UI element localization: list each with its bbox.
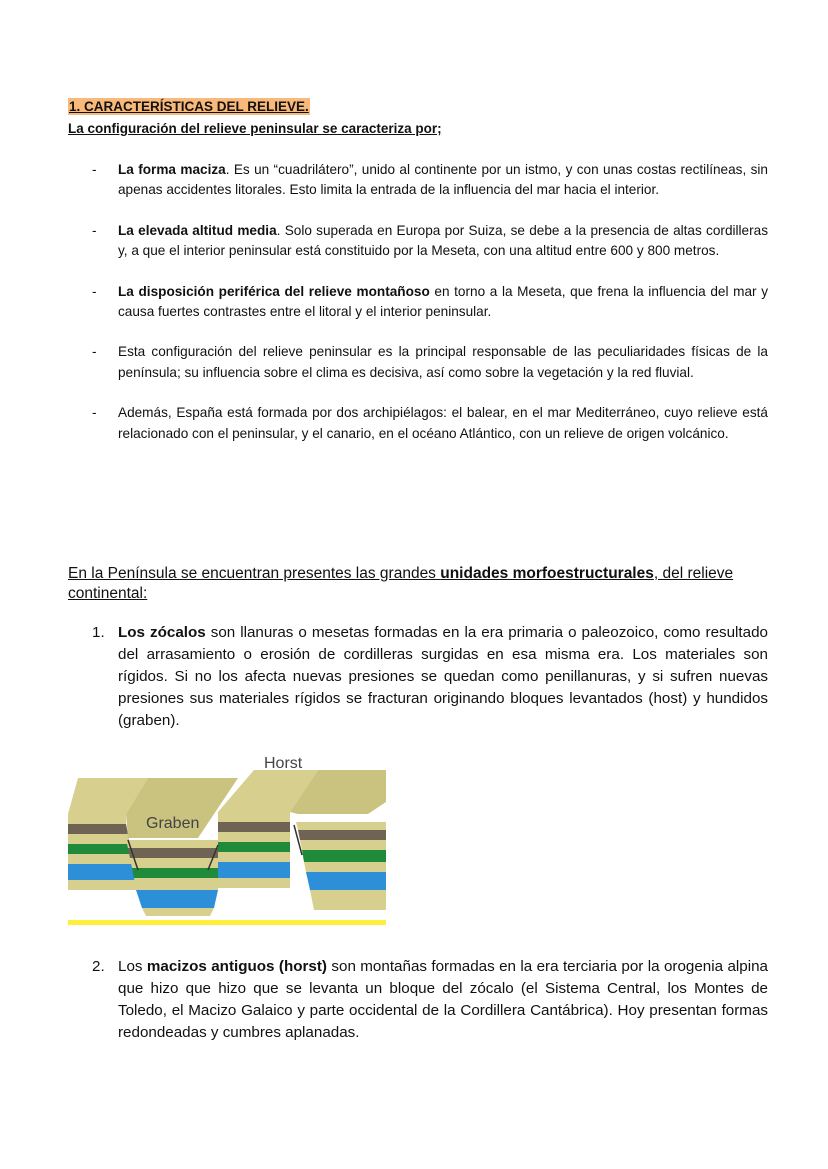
bullet-bold-text: La elevada altitud media <box>118 222 277 238</box>
left-block-layer-base <box>68 880 138 890</box>
list-item <box>92 342 768 383</box>
bullet-text: Además, España está formada por dos archipiélagos: el balear, en el mar Mediterráneo, cuyo relieve está relacionado con el peninsular, y el canario, en el océano Atlántico, con un relieve de origen volcánico. <box>118 405 768 441</box>
bullet-bold-text: La disposición periférica del relieve montañoso <box>118 283 430 299</box>
item-bold-text: Los zócalos <box>118 624 206 641</box>
right-layer-tan <box>296 822 386 830</box>
item-number: 2. <box>92 958 105 975</box>
horst-layer-base <box>218 878 290 888</box>
bullet-dash: - <box>92 405 97 421</box>
section-intro <box>68 564 748 604</box>
list-item <box>92 160 768 201</box>
diagram-baseline <box>68 920 386 925</box>
horst-layer-green <box>218 842 290 852</box>
numbered-list-2 <box>92 956 768 1044</box>
graben-layer-tan2 <box>130 858 218 868</box>
horst-layer-brown <box>218 822 290 832</box>
right-layer-green <box>302 850 386 862</box>
left-block-layer-brown <box>68 824 128 834</box>
right-layer-tan2 <box>300 840 386 850</box>
list-item <box>92 221 768 262</box>
graben-layer-base <box>142 908 214 916</box>
item-text: son llanuras o mesetas formadas en la era primaria o paleozoico, como resultado del arrasamiento o erosión de cordilleras surgidas en esa misma era. Los materiales son rígidos. Si no los afecta nuevas presiones se quedan como penillanuras, y si sufren nuevas presiones sus materiales rígidos se fracturan originando bloques levantados (host) y hundidos (graben). <box>118 624 768 729</box>
left-block-layer-blue <box>68 864 136 880</box>
bullet-dash: - <box>92 344 97 360</box>
left-block-layer-tan <box>68 814 126 824</box>
graben-layer-green <box>132 868 218 878</box>
horst-layer-tan3 <box>218 852 290 862</box>
intro-text-post: , del relieve continental: <box>68 565 734 602</box>
right-layer-brown <box>298 830 386 840</box>
item-text: son montañas formadas en la era terciaria por la orogenia alpina que hizo que hizo que se levanta un bloque del zócalo (el Sistema Central, los Montes de Toledo, el Macizo Galaico y parte occidental de la Cordillera Cantábrica). Hoy presentan formas redondeadas y cumbres aplanadas. <box>118 958 768 1041</box>
right-layer-blue <box>306 872 386 890</box>
bullet-text: Esta configuración del relieve peninsular es la principal responsable de las peculiaridades físicas de la península; su influencia sobre el clima es decisiva, así como sobre la vegetación y la red fluvial. <box>118 344 768 380</box>
intro-bold-text: unidades morfoestructurales <box>440 565 654 582</box>
item-text-pre: Los <box>118 958 147 975</box>
bullet-bold-text: La forma maciza <box>118 162 226 177</box>
bullet-text: . Solo superada en Europa por Suiza, se debe a la presencia de altas cordilleras y, a que el interior peninsular está constituido por la Meseta, con una altitud entre 600 y 800 metros. <box>118 222 769 259</box>
graben-label: Graben <box>146 815 200 832</box>
section-heading: 1. CARACTERÍSTICAS DEL RELIEVE. <box>69 99 309 114</box>
graben-layer-brown <box>128 848 218 858</box>
left-block-layer-green <box>68 844 132 854</box>
horst-layer-tan2 <box>218 832 290 842</box>
section-subheading: La configuración del relieve peninsular se caracteriza por; <box>68 121 442 136</box>
left-block-layer-tan2 <box>68 834 130 844</box>
bullet-dash: - <box>92 283 97 299</box>
horst-layer-blue <box>218 862 290 878</box>
bullet-list <box>92 160 768 464</box>
bullet-dash: - <box>92 222 97 238</box>
horst-graben-diagram <box>68 750 386 928</box>
graben-layer-tan3 <box>134 878 218 890</box>
list-item <box>92 956 768 1044</box>
numbered-list <box>92 622 768 732</box>
list-item <box>92 622 768 732</box>
list-item <box>92 403 768 444</box>
horst-label: Horst <box>264 755 303 772</box>
list-item <box>92 282 768 323</box>
right-layer-base <box>310 890 386 910</box>
graben-layer-blue <box>136 890 218 908</box>
bullet-text: en torno a la Meseta, que frena la influencia del mar y causa fuertes contrastes entre el litoral y el interior peninsular. <box>118 283 768 320</box>
intro-text-pre: En la Península se encuentran presentes las grandes <box>68 565 441 582</box>
item-bold-text: macizos antiguos (horst) <box>146 958 327 975</box>
left-block-layer-tan3 <box>68 854 134 864</box>
graben-layer-tan <box>126 840 218 848</box>
bullet-dash: - <box>92 162 97 177</box>
horst-layer-tan <box>218 812 290 822</box>
bullet-text: . Es un “cuadrilátero”, unido al continente por un istmo, y con unas costas rectilíneas, sin apenas accidentes litorales. Esto limita la entrada de la influencia del mar hacia el interior. <box>118 162 768 198</box>
right-layer-tan3 <box>304 862 386 872</box>
item-number: 1. <box>92 624 105 641</box>
